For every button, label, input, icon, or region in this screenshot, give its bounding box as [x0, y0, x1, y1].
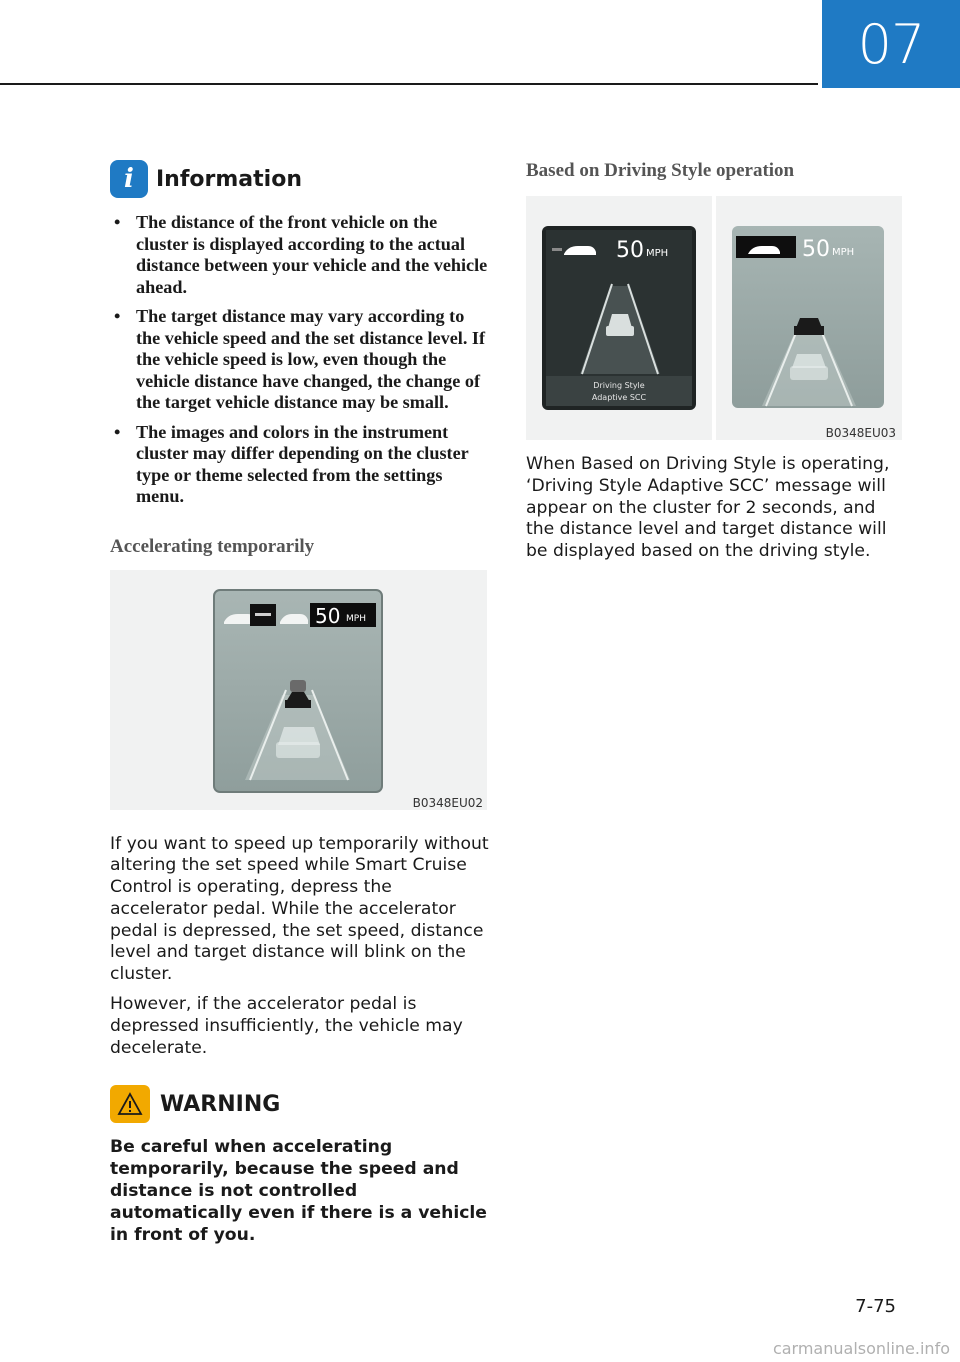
information-title: Information	[156, 166, 302, 192]
information-item: • The distance of the front vehicle on the cluster is displayed according to the actual distance between your vehicle and the vehicle ahead.	[110, 212, 490, 298]
speed-unit: MPH	[346, 613, 366, 624]
footer-watermark: carmanualsonline.info	[772, 1339, 950, 1358]
right-column	[526, 155, 906, 571]
page-number: 7-75	[855, 1296, 896, 1317]
left-column	[110, 155, 490, 1246]
chapter-tab: 07	[822, 0, 960, 88]
section-heading-accelerating: Accelerating temporarily	[110, 535, 315, 557]
figure-caption: B0348EU03	[825, 426, 896, 440]
left-message-line1: Driving Style	[593, 381, 645, 390]
information-header	[110, 160, 490, 198]
header-rule	[0, 83, 818, 85]
section-heading-driving-style: Based on Driving Style operation	[526, 160, 795, 181]
warning-text: Be careful when accelerating temporarily, because the speed and distance is not controlled automatically even if there is a vehicle in front of you.	[110, 1137, 487, 1245]
information-list	[110, 212, 490, 508]
cluster-comparison-illustration	[526, 196, 902, 440]
paragraph: However, if the accelerator pedal is depressed insufficiently, the vehicle may decelerate.	[110, 994, 463, 1058]
information-item: • The images and colors in the instrument cluster may differ depending on the cluster type or theme selected from the settings menu.	[110, 422, 490, 508]
figure-accelerating	[110, 570, 487, 810]
warning-header	[110, 1085, 490, 1123]
warning-icon	[110, 1085, 150, 1123]
warning-title: WARNING	[160, 1091, 281, 1117]
right-speed-readout: 50	[802, 237, 830, 262]
figure-driving-style	[526, 196, 902, 440]
left-speed-readout: 50	[616, 238, 644, 263]
right-speed-unit: MPH	[832, 247, 855, 258]
figure-caption: B0348EU02	[412, 795, 483, 810]
left-message-line2: Adaptive SCC	[591, 393, 647, 402]
left-speed-unit: MPH	[646, 248, 669, 259]
speed-readout: 50	[315, 603, 341, 628]
paragraph: If you want to speed up temporarily without altering the set speed while Smart Cruise Control is operating, depress the accelerator pedal. While the accelerator pedal is depressed, the set speed, distance level and target distance will blink on the cluster.	[110, 833, 489, 985]
information-item: • The target distance may vary according to the vehicle speed and the set distance level. If the vehicle speed is low, even though the vehicle distance have changed, the change of the target vehicle distance may be small.	[110, 306, 490, 414]
cluster-illustration	[110, 570, 487, 810]
info-icon: i	[110, 160, 148, 198]
paragraph: When Based on Driving Style is operating, ‘Driving Style Adaptive SCC’ message will appear on the cluster for 2 seconds, and the distance level and target distance will be displayed based on the driving style.	[526, 454, 890, 562]
